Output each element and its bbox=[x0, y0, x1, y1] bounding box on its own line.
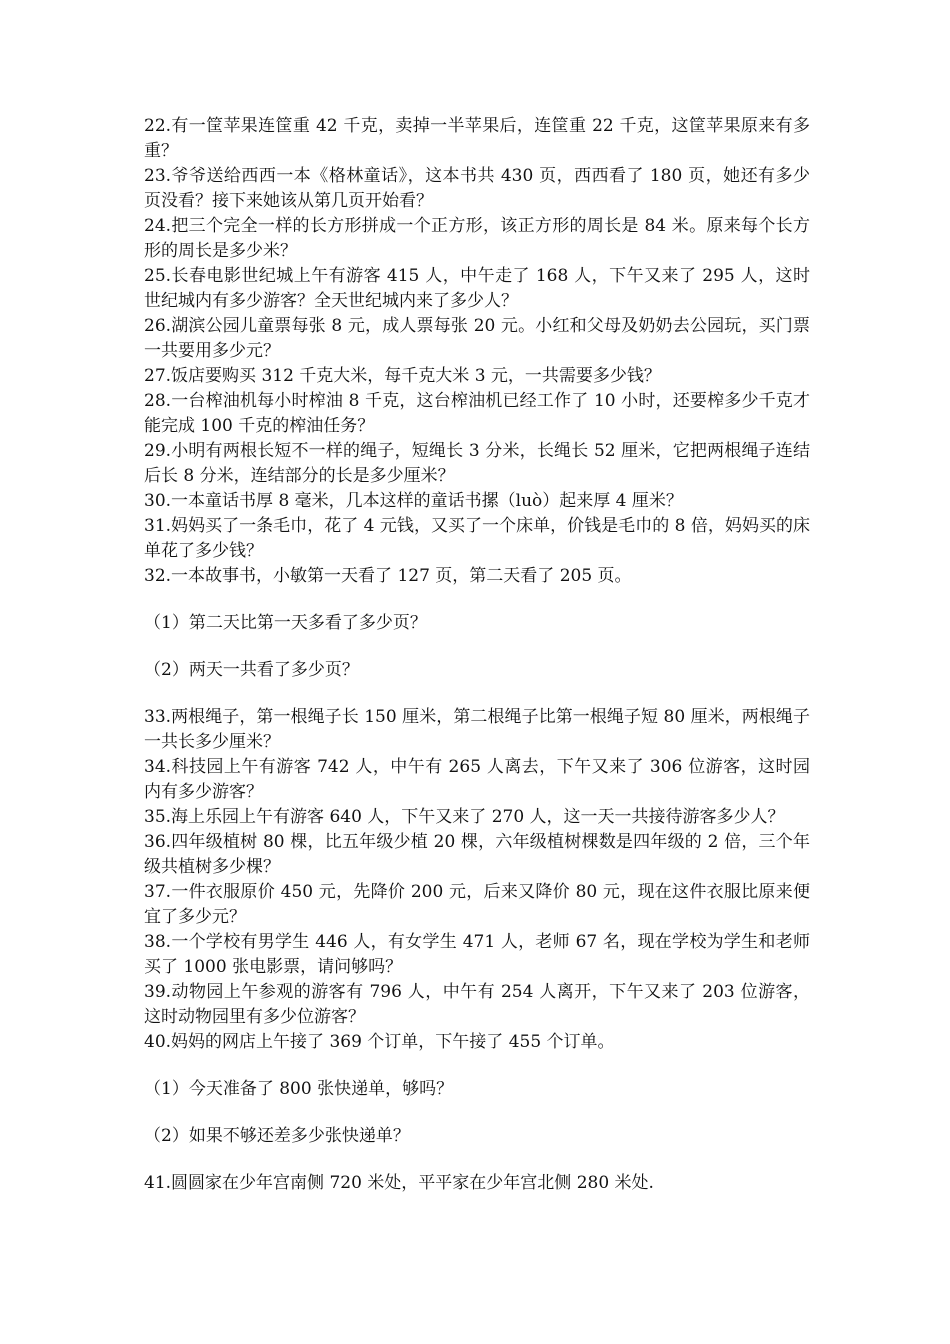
problem-25: 25.长春电影世纪城上午有游客 415 人，中午走了 168 人，下午又来了 295 人，这时世纪城内有多少游客？全天世纪城内来了多少人？ bbox=[144, 266, 810, 311]
problem-31: 31.妈妈买了一条毛巾，花了 4 元钱，又买了一个床单，价钱是毛巾的 8 倍，妈妈买的床单花了多少钱？ bbox=[144, 516, 810, 561]
problem-41: 41.圆圆家在少年宫南侧 720 米处，平平家在少年宫北侧 280 米处. bbox=[144, 1173, 654, 1193]
problem-33: 33.两根绳子，第一根绳子长 150 厘米，第二根绳子比第一根绳子短 80 厘米，两根绳子一共长多少厘米？ bbox=[144, 707, 810, 752]
problem-40: 40.妈妈的网店上午接了 369 个订单，下午接了 455 个订单。 bbox=[144, 1032, 615, 1052]
problem-37: 37.一件衣服原价 450 元，先降价 200 元，后来又降价 80 元，现在这件衣服比原来便宜了多少元？ bbox=[144, 882, 810, 927]
problem-36: 36.四年级植树 80 棵，比五年级少植 20 棵，六年级植树棵数是四年级的 2 倍，三个年级共植树多少棵？ bbox=[144, 832, 810, 877]
problem-39: 39.动物园上午参观的游客有 796 人，中午有 254 人离开，下午又来了 203 位游客，这时动物园里有多少位游客？ bbox=[144, 982, 810, 1027]
problem-23: 23.爷爷送给西西一本《格林童话》，这本书共 430 页，西西看了 180 页，她还有多少页没看？接下来她该从第几页开始看？ bbox=[144, 166, 810, 211]
problem-26: 26.湖滨公园儿童票每张 8 元，成人票每张 20 元。小红和父母及奶奶去公园玩，买门票一共要用多少元？ bbox=[144, 316, 810, 361]
problem-40-part-2: （2）如果不够还差多少张快递单？ bbox=[144, 1126, 410, 1146]
problem-30: 30.一本童话书厚 8 毫米，几本这样的童话书摞（luò）起来厚 4 厘米？ bbox=[144, 491, 683, 511]
problem-27: 27.饭店要购买 312 千克大米，每千克大米 3 元，一共需要多少钱？ bbox=[144, 366, 661, 386]
problem-list bbox=[144, 114, 810, 1196]
problem-22: 22.有一筐苹果连筐重 42 千克，卖掉一半苹果后，连筐重 22 千克，这筐苹果原来有多重？ bbox=[144, 116, 810, 161]
problem-32-part-1: （1）第二天比第一天多看了多少页？ bbox=[144, 613, 427, 633]
problem-32: 32.一本故事书，小敏第一天看了 127 页，第二天看了 205 页。 bbox=[144, 566, 632, 586]
problem-24: 24.把三个完全一样的长方形拼成一个正方形，该正方形的周长是 84 米。原来每个长方形的周长是多少米？ bbox=[144, 216, 810, 261]
problem-32-part-2: （2）两天一共看了多少页？ bbox=[144, 660, 359, 680]
problem-29: 29.小明有两根长短不一样的绳子，短绳长 3 分米，长绳长 52 厘米，它把两根绳子连结后长 8 分米，连结部分的长是多少厘米？ bbox=[144, 441, 810, 486]
problem-28: 28.一台榨油机每小时榨油 8 千克，这台榨油机已经工作了 10 小时，还要榨多少千克才能完成 100 千克的榨油任务？ bbox=[144, 391, 810, 436]
problem-35: 35.海上乐园上午有游客 640 人，下午又来了 270 人，这一天一共接待游客多少人？ bbox=[144, 807, 785, 827]
problem-34: 34.科技园上午有游客 742 人，中午有 265 人离去，下午又来了 306 位游客，这时园内有多少游客？ bbox=[144, 757, 810, 802]
problem-38: 38.一个学校有男学生 446 人，有女学生 471 人，老师 67 名，现在学校为学生和老师买了 1000 张电影票，请问够吗？ bbox=[144, 932, 810, 977]
problem-40-part-1: （1）今天准备了 800 张快递单，够吗？ bbox=[144, 1079, 454, 1099]
